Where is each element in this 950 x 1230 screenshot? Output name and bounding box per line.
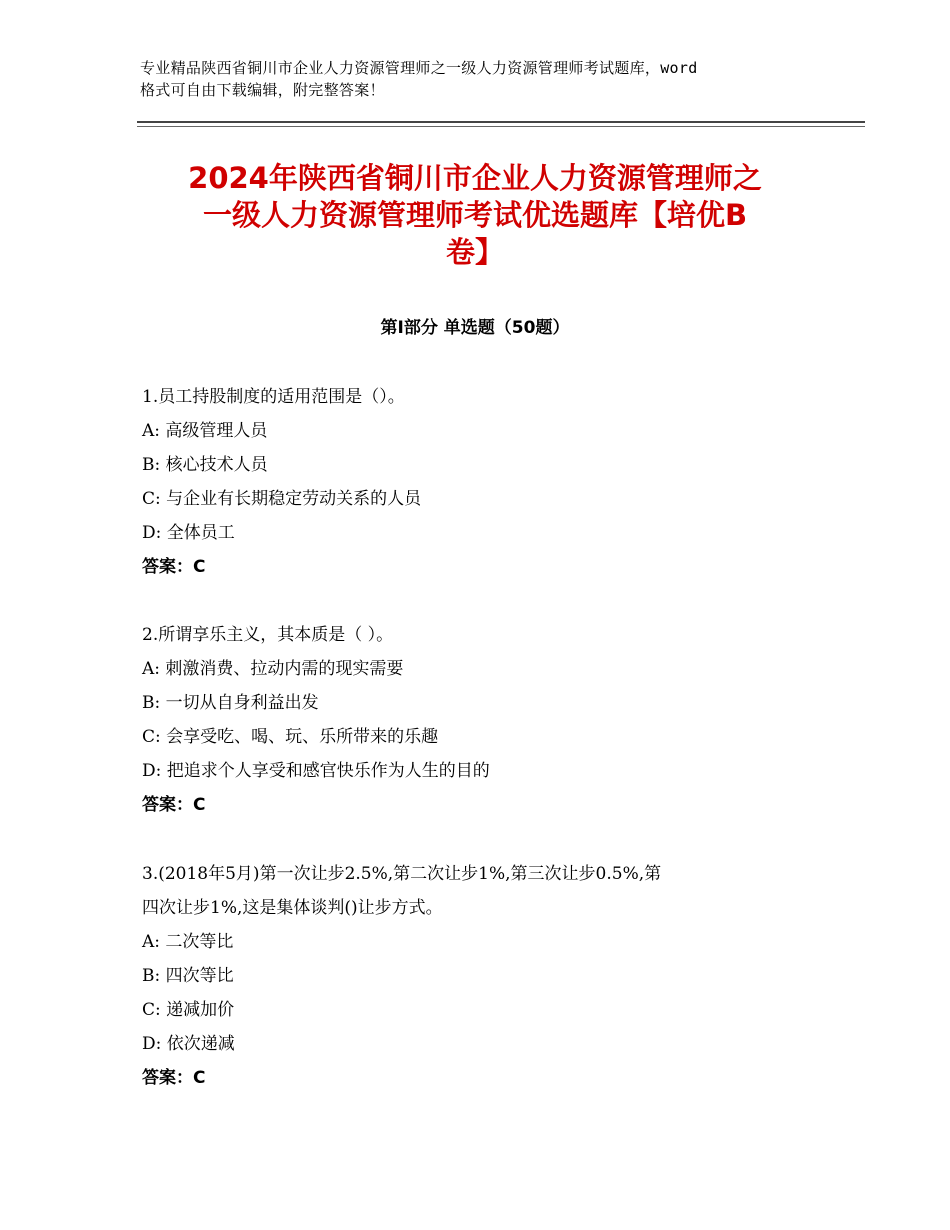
question-3 [142, 857, 802, 1095]
question-stem: 2.所谓享乐主义，其本质是（ ）。 [142, 625, 394, 645]
header-note [140, 57, 830, 101]
option-a: A: 高级管理人员 [142, 421, 268, 441]
question-stem-line-1: 3.(2018年5月)第一次让步2.5%,第二次让步1%,第三次让步0.5%,第 [142, 864, 662, 884]
document-title-line-3: 卷】 [445, 235, 504, 269]
document-title-line-2: 一级人力资源管理师考试优选题库【培优B [202, 198, 748, 232]
question-stem-line-2: 四次让步1%,这是集体谈判()让步方式。 [142, 898, 443, 918]
option-b: B: 四次等比 [142, 966, 234, 986]
option-c: C: 递减加价 [142, 1000, 235, 1020]
header-note-line-1: 专业精品陕西省铜川市企业人力资源管理师之一级人力资源管理师考试题库，word [140, 59, 698, 77]
option-c: C: 会享受吃、喝、玩、乐所带来的乐趣 [142, 727, 439, 747]
answer: 答案：C [142, 557, 206, 577]
option-c: C: 与企业有长期稳定劳动关系的人员 [142, 489, 422, 509]
section-heading: 第Ⅰ部分 单选题（50题） [380, 318, 570, 338]
option-d: D: 把追求个人享受和感官快乐作为人生的目的 [142, 761, 490, 781]
option-b: B: 一切从自身利益出发 [142, 693, 319, 713]
header-divider-thick [137, 121, 865, 123]
answer: 答案：C [142, 1068, 206, 1088]
option-b: B: 核心技术人员 [142, 455, 268, 475]
header-note-line-2: 格式可自由下载编辑，附完整答案！ [140, 81, 385, 99]
document-title-line-1: 2024年陕西省铜川市企业人力资源管理师之 [188, 161, 762, 195]
option-d: D: 全体员工 [142, 523, 235, 543]
question-2 [142, 618, 802, 822]
question-stem: 1.员工持股制度的适用范围是（）。 [142, 387, 405, 407]
option-a: A: 二次等比 [142, 932, 234, 952]
option-d: D: 依次递减 [142, 1034, 235, 1054]
header-divider-thin [137, 126, 865, 127]
answer: 答案：C [142, 795, 206, 815]
question-1 [142, 380, 802, 584]
option-a: A: 刺激消费、拉动内需的现实需要 [142, 659, 404, 679]
document-title [138, 160, 812, 271]
